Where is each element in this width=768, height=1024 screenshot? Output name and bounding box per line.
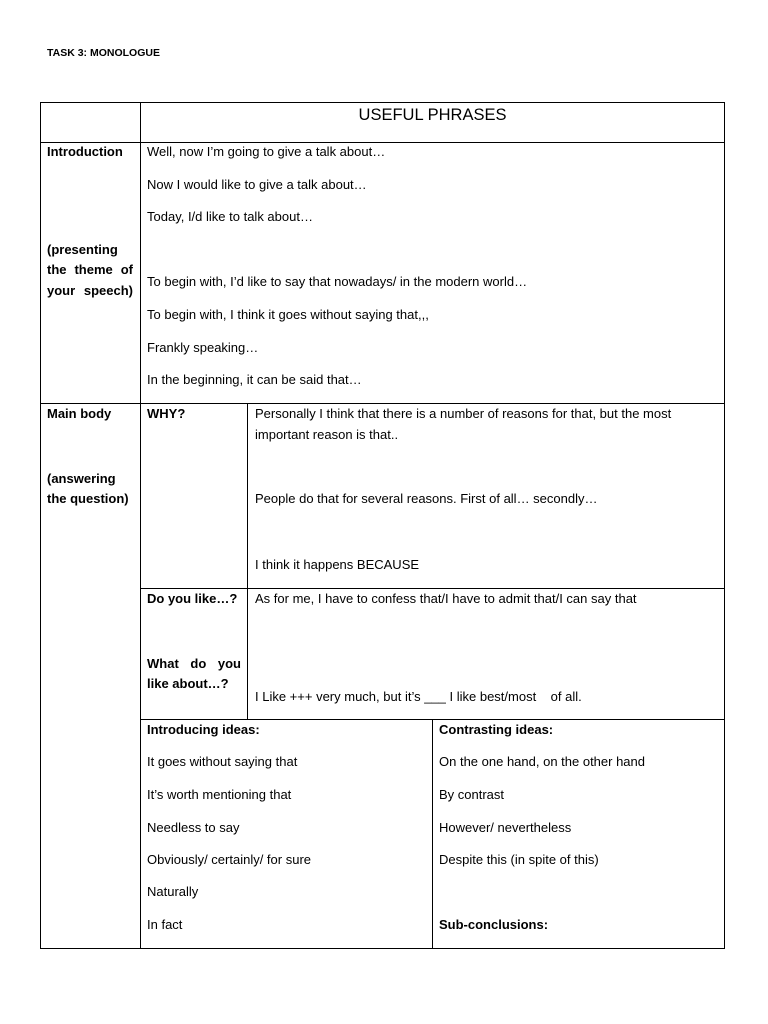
contrasting-ideas-item: However/ nevertheless xyxy=(439,820,572,835)
row-divider-why xyxy=(140,588,725,589)
introducing-ideas-item: It’s worth mentioning that xyxy=(147,787,292,802)
introduction-phrase: Today, I/d like to talk about… xyxy=(147,209,313,224)
column-divider-question xyxy=(247,403,248,719)
table-border-top xyxy=(40,102,725,103)
introducing-ideas-item: In fact xyxy=(147,917,183,932)
column-divider-label xyxy=(140,102,141,949)
introduction-subtitle-line3: your speech) xyxy=(47,283,133,298)
table-border-right xyxy=(724,102,725,949)
why-phrase: I think it happens BECAUSE xyxy=(255,557,420,572)
column-divider-ideas xyxy=(432,719,433,948)
introduction-subtitle-line2: the theme of xyxy=(47,262,133,277)
introducing-ideas-item: Obviously/ certainly/ for sure xyxy=(147,852,312,867)
table-border-left xyxy=(40,102,41,949)
introduction-phrase: To begin with, I’d like to say that nowadays/ in the modern world… xyxy=(147,274,528,289)
main-body-label: Main body xyxy=(47,406,112,421)
table-heading: USEFUL PHRASES xyxy=(358,106,507,124)
do-you-like-phrase: As for me, I have to confess that/I have to admit that/I can say that xyxy=(255,591,637,606)
introduction-label: Introduction xyxy=(47,144,123,159)
why-phrase: important reason is that.. xyxy=(255,427,399,442)
why-phrase: Personally I think that there is a number of reasons for that, but the most xyxy=(255,406,672,421)
table-border-bottom xyxy=(40,948,725,949)
introduction-phrase: Frankly speaking… xyxy=(147,340,259,355)
why-label: WHY? xyxy=(147,406,186,421)
introduction-phrase: To begin with, I think it goes without saying that,,, xyxy=(147,307,429,322)
contrasting-ideas-item: On the one hand, on the other hand xyxy=(439,754,646,769)
introduction-subtitle-line1: (presenting xyxy=(47,242,118,257)
contrasting-ideas-item: By contrast xyxy=(439,787,505,802)
task-title: TASK 3: MONOLOGUE xyxy=(47,47,160,59)
introducing-ideas-item: Needless to say xyxy=(147,820,240,835)
main-body-subtitle-line1: (answering xyxy=(47,471,116,486)
do-you-like-label: Do you like…? xyxy=(147,591,238,606)
introducing-ideas-item: Naturally xyxy=(147,884,199,899)
row-divider-heading xyxy=(40,142,725,143)
introducing-ideas-title: Introducing ideas: xyxy=(147,722,260,737)
do-you-like-phrase: I Like +++ very much, but it’s ___ I like best/most of all. xyxy=(255,689,582,704)
why-phrase: People do that for several reasons. First of all… secondly… xyxy=(255,491,598,506)
introducing-ideas-item: It goes without saying that xyxy=(147,754,298,769)
introduction-phrase: Now I would like to give a talk about… xyxy=(147,177,367,192)
row-divider-introduction xyxy=(40,403,725,404)
sub-conclusions-title: Sub-conclusions: xyxy=(439,917,549,932)
what-do-you-like-label-line2: like about…? xyxy=(147,676,229,691)
introduction-phrase: In the beginning, it can be said that… xyxy=(147,372,362,387)
contrasting-ideas-item: Despite this (in spite of this) xyxy=(439,852,599,867)
contrasting-ideas-title: Contrasting ideas: xyxy=(439,722,554,737)
main-body-subtitle-line2: the question) xyxy=(47,491,129,506)
what-do-you-like-label-line1: What do you xyxy=(147,656,241,671)
introduction-phrase: Well, now I’m going to give a talk about… xyxy=(147,144,386,159)
